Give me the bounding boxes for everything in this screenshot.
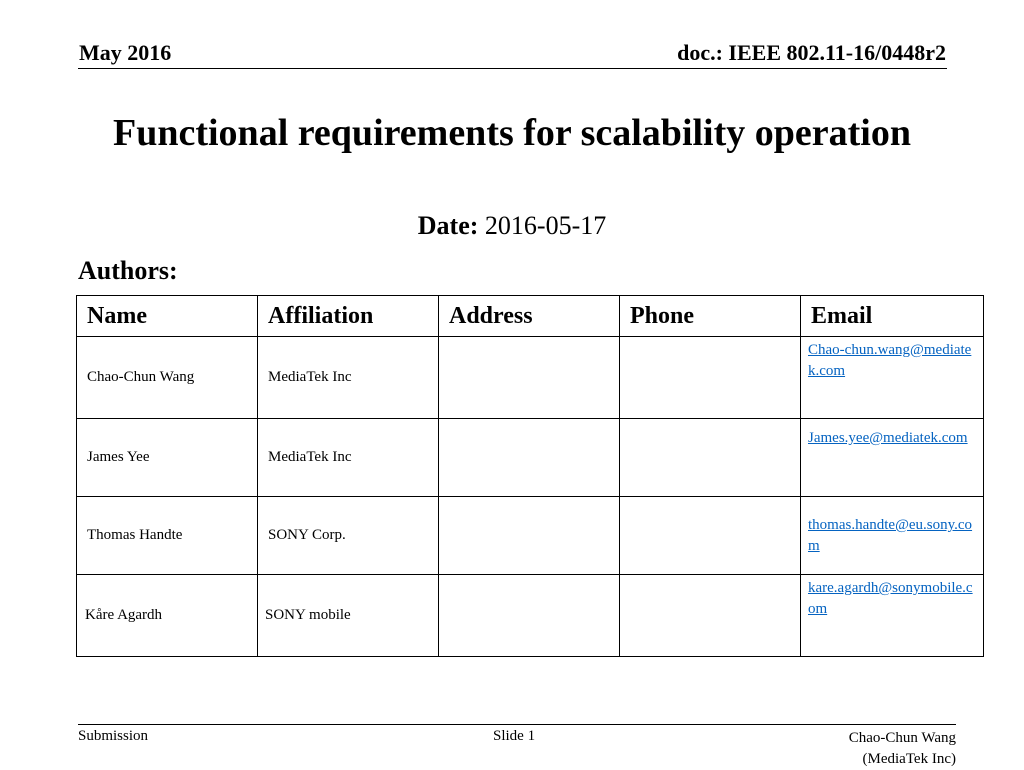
column-header-phone: Phone: [620, 296, 801, 337]
author-address: [439, 497, 620, 575]
author-address: [439, 419, 620, 497]
date-label: Date:: [417, 211, 479, 240]
authors-table: [76, 295, 984, 657]
author-affiliation: MediaTek Inc: [258, 419, 439, 497]
column-header-affiliation: Affiliation: [258, 296, 439, 337]
author-email-cell: [801, 419, 984, 497]
author-name: Chao-Chun Wang: [77, 337, 258, 419]
footer-divider: [78, 724, 956, 725]
author-address: [439, 337, 620, 419]
footer-slide-number: Slide 1: [493, 728, 536, 744]
author-email-link[interactable]: kare.agardh@sonymobile.com: [808, 580, 973, 617]
slide-title: Functional requirements for scalability operation: [113, 112, 911, 154]
author-phone: [620, 575, 801, 657]
author-email-cell: [801, 337, 984, 419]
author-address: [439, 575, 620, 657]
author-affiliation: SONY Corp.: [258, 497, 439, 575]
footer-author-name: Chao-Chun Wang: [848, 730, 956, 746]
header-doc-id: doc.: IEEE 802.11-16/0448r2: [677, 40, 946, 65]
author-name: Kåre Agardh: [77, 575, 258, 657]
author-affiliation: SONY mobile: [258, 575, 439, 657]
table-row: [77, 497, 984, 575]
table-header-row: [77, 296, 984, 337]
author-email-cell: [801, 497, 984, 575]
author-name: Thomas Handte: [77, 497, 258, 575]
table-row: [77, 337, 984, 419]
author-phone: [620, 337, 801, 419]
footer-submission: Submission: [78, 728, 149, 744]
author-phone: [620, 497, 801, 575]
column-header-email: Email: [801, 296, 984, 337]
header-date: May 2016: [79, 40, 172, 65]
column-header-name: Name: [77, 296, 258, 337]
author-phone: [620, 419, 801, 497]
author-email-link[interactable]: James.yee@mediatek.com: [808, 430, 968, 446]
table-row: [77, 575, 984, 657]
author-name: James Yee: [77, 419, 258, 497]
table-row: [77, 419, 984, 497]
header-divider: [78, 68, 947, 69]
authors-heading: Authors:: [78, 256, 178, 285]
footer-author: [849, 728, 956, 770]
date-value: 2016-05-17: [484, 211, 607, 240]
footer-author-affiliation: (MediaTek Inc): [862, 751, 956, 767]
author-email-cell: [801, 575, 984, 657]
column-header-address: Address: [439, 296, 620, 337]
author-email-link[interactable]: thomas.handte@eu.sony.com: [808, 517, 973, 554]
date-line: [0, 211, 1024, 241]
author-email-link[interactable]: Chao-chun.wang@mediatek.com: [808, 342, 972, 379]
author-affiliation: MediaTek Inc: [258, 337, 439, 419]
